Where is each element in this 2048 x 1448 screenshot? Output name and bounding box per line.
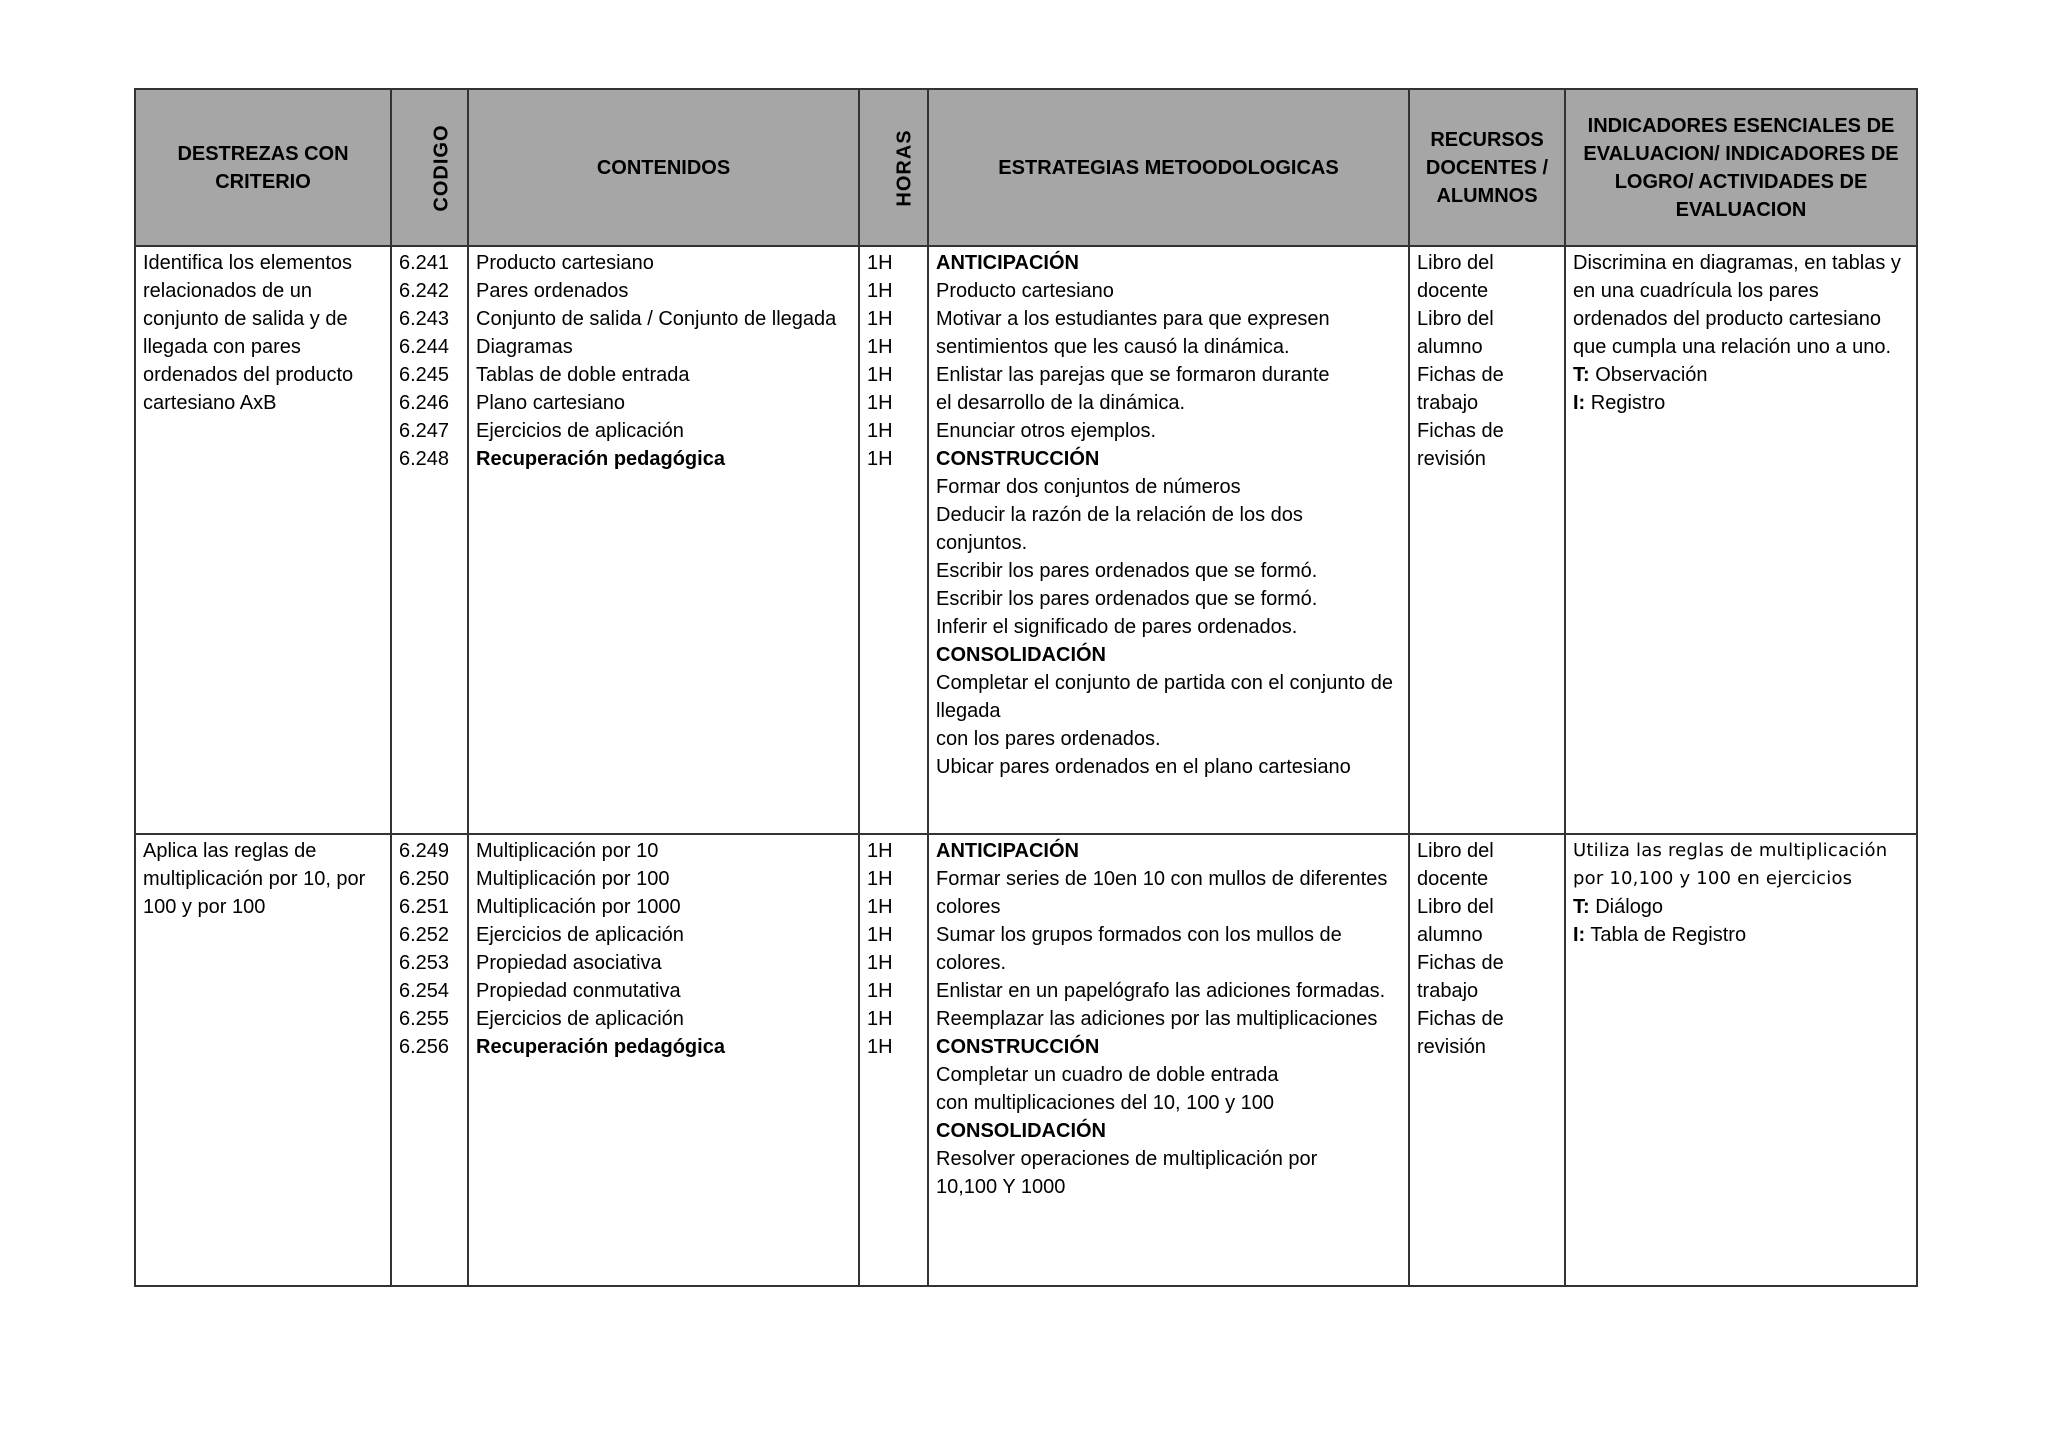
codigo-item: 6.253	[399, 952, 450, 974]
tecnica-value: Diálogo	[1595, 896, 1664, 918]
indicador-line: en una cuadrícula los pares	[1573, 280, 1819, 302]
estrategia-line: Enlistar en un papelógrafo las adiciones formadas.	[936, 980, 1386, 1002]
codigo-cell	[391, 834, 468, 1286]
estrategia-line: Enunciar otros ejemplos.	[936, 420, 1157, 442]
estrategia-line: Formar dos conjuntos de números	[936, 476, 1241, 498]
codigo-item: 6.249	[399, 840, 450, 862]
recurso-line: alumno	[1417, 336, 1483, 358]
codigo-item: 6.255	[399, 1008, 450, 1030]
planning-table	[134, 88, 1918, 1287]
contenido-item: Multiplicación por 100	[476, 868, 670, 890]
recurso-line: Libro del	[1417, 840, 1494, 862]
contenido-item: Recuperación pedagógica	[476, 448, 725, 470]
contenido-item: Ejercicios de aplicación	[476, 924, 684, 946]
contenido-item: Pares ordenados	[476, 280, 629, 302]
header-codigo-label: CODIGO	[430, 123, 453, 212]
codigo-item: 6.243	[399, 308, 450, 330]
indicador-line: Discrimina en diagramas, en tablas y	[1573, 252, 1901, 274]
recurso-line: docente	[1417, 280, 1489, 302]
instrumento-line	[1573, 921, 1909, 949]
recursos-cell	[1409, 834, 1565, 1286]
recursos-cell	[1409, 246, 1565, 834]
header-horas-label: HORAS	[893, 128, 916, 207]
recurso-line: alumno	[1417, 924, 1483, 946]
codigo-item: 6.245	[399, 364, 450, 386]
header-recursos: RECURSOS DOCENTES / ALUMNOS	[1409, 89, 1565, 246]
instrumento-label: I:	[1573, 392, 1586, 414]
estrategia-line: Escribir los pares ordenados que se formó.	[936, 560, 1318, 582]
indicador-line: por 10,100 y 100 en ejercicios	[1573, 868, 1853, 889]
phase-heading: CONSTRUCCIÓN	[936, 448, 1100, 470]
contenido-item: Multiplicación por 1000	[476, 896, 681, 918]
tecnica-line	[1573, 893, 1909, 921]
tecnica-value: Observación	[1595, 364, 1708, 386]
recurso-line: revisión	[1417, 448, 1486, 470]
contenido-item: Tablas de doble entrada	[476, 364, 690, 386]
estrategia-line: 10,100 Y 1000	[936, 1176, 1066, 1198]
contenido-item: Ejercicios de aplicación	[476, 1008, 684, 1030]
estrategia-line: Deducir la razón de la relación de los dos	[936, 504, 1303, 526]
horas-item: 1H	[867, 952, 893, 974]
contenido-item: Conjunto de salida / Conjunto de llegada	[476, 308, 837, 330]
horas-item: 1H	[867, 980, 893, 1002]
header-indicadores: INDICADORES ESENCIALES DE EVALUACION/ INDICADORES DE LOGRO/ ACTIVIDADES DE EVALUACION	[1565, 89, 1917, 246]
estrategia-line: el desarrollo de la dinámica.	[936, 392, 1186, 414]
contenidos-cell	[468, 834, 859, 1286]
estrategia-line: Sumar los grupos formados con los mullos de	[936, 924, 1342, 946]
codigo-item: 6.254	[399, 980, 450, 1002]
estrategia-line: Enlistar las parejas que se formaron durante	[936, 364, 1330, 386]
estrategia-line: Completar un cuadro de doble entrada	[936, 1064, 1279, 1086]
codigo-item: 6.247	[399, 420, 450, 442]
estrategias-cell	[928, 246, 1409, 834]
instrumento-value: Tabla de Registro	[1590, 924, 1747, 946]
estrategia-line: Motivar a los estudiantes para que expresen	[936, 308, 1330, 330]
estrategia-line: Ubicar pares ordenados en el plano cartesiano	[936, 756, 1351, 778]
instrumento-value: Registro	[1590, 392, 1666, 414]
codigo-item: 6.246	[399, 392, 450, 414]
horas-item: 1H	[867, 392, 893, 414]
destreza-text: Identifica los elementos relacionados de un conjunto de salida y de llegada con pares ordenados del producto cartesiano AxB	[143, 252, 354, 414]
tecnica-line	[1573, 361, 1909, 389]
header-horas	[859, 89, 928, 246]
instrumento-label: I:	[1573, 924, 1586, 946]
tecnica-label: T:	[1573, 896, 1590, 918]
indicador-line: ordenados del producto cartesiano	[1573, 308, 1881, 330]
recurso-line: Fichas de	[1417, 420, 1504, 442]
horas-cell	[859, 246, 928, 834]
contenido-item: Producto cartesiano	[476, 252, 654, 274]
horas-item: 1H	[867, 336, 893, 358]
estrategia-line: Escribir los pares ordenados que se formó.	[936, 588, 1318, 610]
phase-heading: CONSOLIDACIÓN	[936, 644, 1106, 666]
estrategia-line: colores	[936, 896, 1001, 918]
recurso-line: Fichas de	[1417, 364, 1504, 386]
horas-item: 1H	[867, 924, 893, 946]
codigo-item: 6.248	[399, 448, 450, 470]
estrategia-line: con multiplicaciones del 10, 100 y 100	[936, 1092, 1274, 1114]
recurso-line: trabajo	[1417, 980, 1479, 1002]
codigo-cell	[391, 246, 468, 834]
contenidos-cell	[468, 246, 859, 834]
recurso-line: Fichas de	[1417, 952, 1504, 974]
contenido-item: Ejercicios de aplicación	[476, 420, 684, 442]
estrategia-line: llegada	[936, 700, 1001, 722]
indicadores-cell	[1565, 246, 1917, 834]
phase-heading: ANTICIPACIÓN	[936, 840, 1079, 862]
horas-item: 1H	[867, 896, 893, 918]
horas-item: 1H	[867, 308, 893, 330]
horas-item: 1H	[867, 448, 893, 470]
destreza-text: Aplica las reglas de multiplicación por 10, por 100 y por 100	[143, 840, 366, 918]
estrategia-line: Producto cartesiano	[936, 280, 1114, 302]
contenido-item: Multiplicación por 10	[476, 840, 659, 862]
phase-heading: ANTICIPACIÓN	[936, 252, 1079, 274]
horas-cell	[859, 834, 928, 1286]
header-row	[135, 89, 1917, 246]
horas-item: 1H	[867, 868, 893, 890]
horas-item: 1H	[867, 420, 893, 442]
recurso-line: trabajo	[1417, 392, 1479, 414]
codigo-item: 6.256	[399, 1036, 450, 1058]
recurso-line: Fichas de	[1417, 1008, 1504, 1030]
estrategia-line: Resolver operaciones de multiplicación por	[936, 1148, 1318, 1170]
estrategia-line: colores.	[936, 952, 1007, 974]
codigo-item: 6.251	[399, 896, 450, 918]
estrategias-cell	[928, 834, 1409, 1286]
codigo-item: 6.242	[399, 280, 450, 302]
horas-item: 1H	[867, 1008, 893, 1030]
contenido-item: Recuperación pedagógica	[476, 1036, 725, 1058]
recurso-line: docente	[1417, 868, 1489, 890]
horas-item: 1H	[867, 840, 893, 862]
header-contenidos: CONTENIDOS	[468, 89, 859, 246]
table-row	[135, 834, 1917, 1286]
recurso-line: revisión	[1417, 1036, 1486, 1058]
indicadores-cell	[1565, 834, 1917, 1286]
recurso-line: Libro del	[1417, 308, 1494, 330]
contenido-item: Plano cartesiano	[476, 392, 625, 414]
horas-item: 1H	[867, 252, 893, 274]
instrumento-line	[1573, 389, 1909, 417]
contenido-item: Propiedad conmutativa	[476, 980, 681, 1002]
codigo-item: 6.241	[399, 252, 450, 274]
codigo-item: 6.244	[399, 336, 450, 358]
estrategia-line: sentimientos que les causó la dinámica.	[936, 336, 1290, 358]
codigo-item: 6.250	[399, 868, 450, 890]
phase-heading: CONSTRUCCIÓN	[936, 1036, 1100, 1058]
phase-heading: CONSOLIDACIÓN	[936, 1120, 1106, 1142]
horas-item: 1H	[867, 364, 893, 386]
header-estrategias: ESTRATEGIAS METOODOLOGICAS	[928, 89, 1409, 246]
recurso-line: Libro del	[1417, 252, 1494, 274]
horas-item: 1H	[867, 280, 893, 302]
recurso-line: Libro del	[1417, 896, 1494, 918]
horas-item: 1H	[867, 1036, 893, 1058]
estrategia-line: Inferir el significado de pares ordenados.	[936, 616, 1298, 638]
header-codigo	[391, 89, 468, 246]
destreza-cell	[135, 834, 391, 1286]
tecnica-label: T:	[1573, 364, 1590, 386]
indicador-line: que cumpla una relación uno a uno.	[1573, 336, 1892, 358]
estrategia-line: conjuntos.	[936, 532, 1028, 554]
destreza-cell	[135, 246, 391, 834]
header-destrezas: DESTREZAS CON CRITERIO	[135, 89, 391, 246]
codigo-item: 6.252	[399, 924, 450, 946]
table-row	[135, 246, 1917, 834]
estrategia-line: Formar series de 10en 10 con mullos de diferentes	[936, 868, 1388, 890]
contenido-item: Diagramas	[476, 336, 573, 358]
estrategia-line: con los pares ordenados.	[936, 728, 1161, 750]
estrategia-line: Completar el conjunto de partida con el conjunto de	[936, 672, 1393, 694]
contenido-item: Propiedad asociativa	[476, 952, 662, 974]
indicador-line: Utiliza las reglas de multiplicación	[1573, 840, 1888, 861]
estrategia-line: Reemplazar las adiciones por las multiplicaciones	[936, 1008, 1378, 1030]
